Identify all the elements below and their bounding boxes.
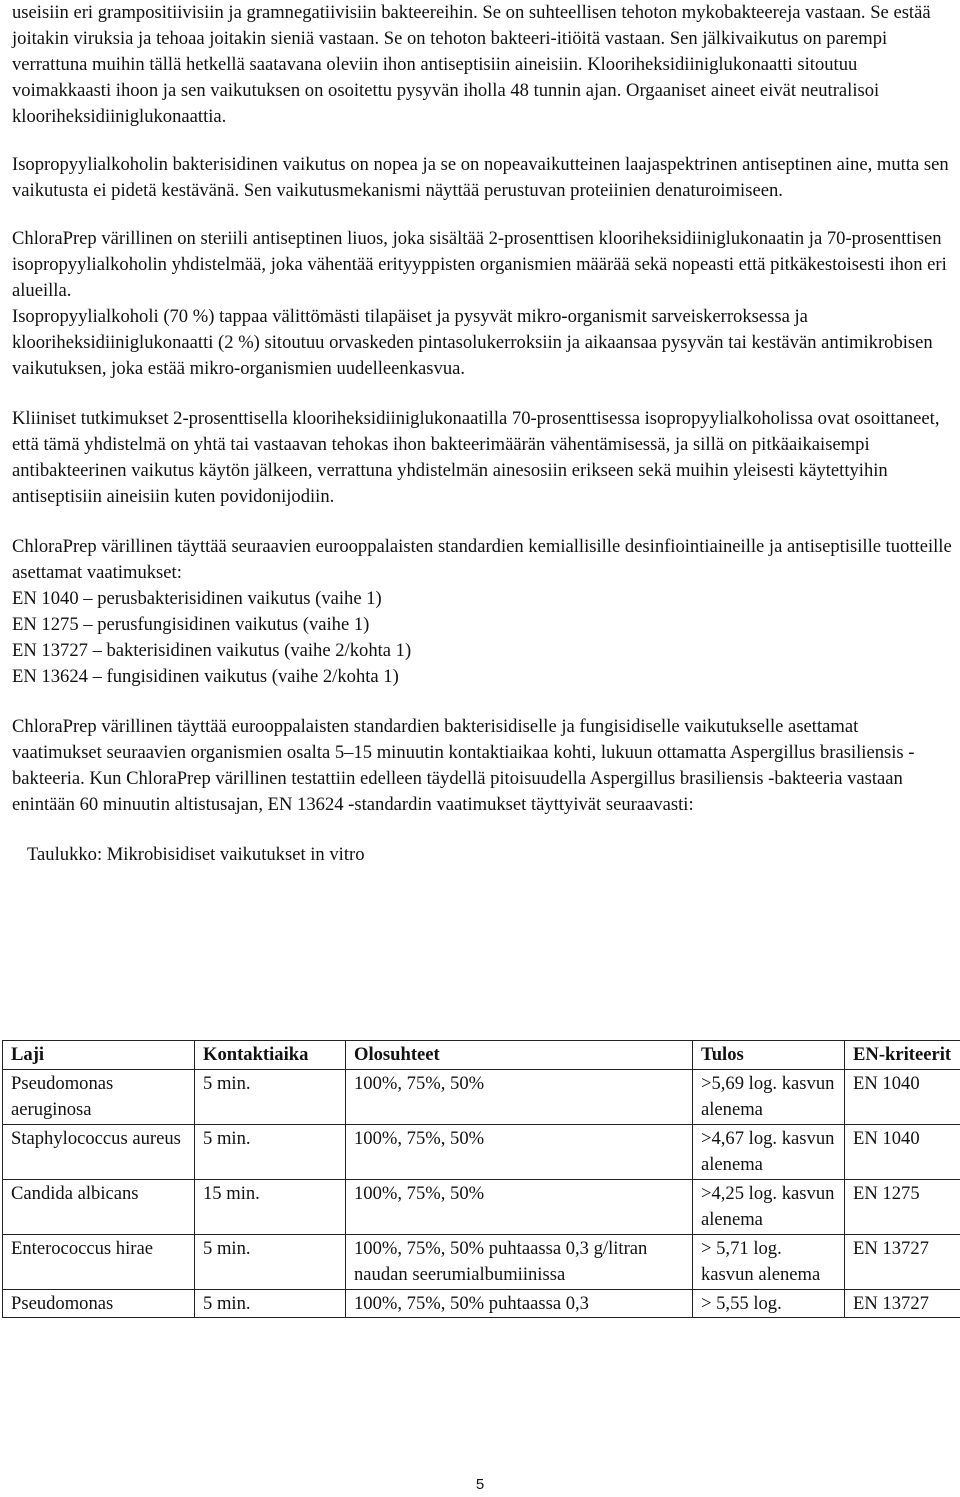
cell-species: Staphylococcus aureus — [3, 1125, 195, 1180]
table-row — [3, 1070, 960, 1125]
document-page — [12, 0, 952, 868]
header-conditions: Olosuhteet — [346, 1041, 693, 1070]
paragraph-chlorhexidine-spectrum: useisiin eri grampositiivisiin ja gramnegatiivisiin bakteereihin. Se on suhteellisen tehoton mykobakteereja vastaan. Se estää joitakin viruksia ja tehoaa joitakin sieniä vastaan. Se on tehoton bakteeri-itiöitä vastaan. Sen jälkivaikutus on parempi verrattuna muihin tällä hetkellä saatavana oleviin ihon antiseptisiin aineisiin. Klooriheksidiiniglukonaatti sitoutuu voimakkaasti ihoon ja sen vaikutuksen on osoitettu pysyvän iholla 48 tunnin ajan. Orgaaniset aineet eivät neutralisoi klooriheksidiiniglukonaattia. — [12, 2, 931, 127]
paragraph-standards-intro: ChloraPrep värillinen täyttää seuraavien eurooppalaisten standardien kemiallisille desinfiointiaineille ja antiseptisille tuotteille asettamat vaatimukset: — [12, 536, 952, 583]
table-header-row — [3, 1041, 960, 1070]
cell-contact-time: 5 min. — [195, 1235, 346, 1290]
header-contact-time: Kontaktiaika — [195, 1041, 346, 1070]
standard-item: EN 1040 – perusbakterisidinen vaikutus (vaihe 1) — [12, 588, 382, 609]
cell-result: >4,67 log. kasvun alenema — [693, 1125, 845, 1180]
cell-conditions: 100%, 75%, 50% — [346, 1125, 693, 1180]
cell-result: > 5,55 log. — [693, 1290, 845, 1318]
cell-conditions: 100%, 75%, 50% puhtaassa 0,3 g/litran naudan seerumialbumiinissa — [346, 1235, 693, 1290]
cell-en-criteria: EN 13727 — [845, 1235, 960, 1290]
paragraph-requirements: ChloraPrep värillinen täyttää eurooppalaisten standardien bakterisidiselle ja fungisidiselle vaikutukselle asettamat vaatimukset seuraavien organismien osalta 5–15 minuutin kontaktiaikaa kohti, lukuun ottamatta Aspergillus brasiliensis -bakteeria. Kun ChloraPrep värillinen testattiin edelleen täydellä pitoisuudella Aspergillus brasiliensis -bakteeria vastaan enintään 60 minuutin altistusajan, EN 13624 -standardin vaatimukset täyttyivät seuraavasti: — [12, 716, 915, 815]
cell-contact-time: 5 min. — [195, 1290, 346, 1318]
header-en-criteria: EN-kriteerit — [845, 1041, 960, 1070]
standards-list — [12, 586, 952, 690]
cell-species: Pseudomonas — [3, 1290, 195, 1318]
cell-contact-time: 5 min. — [195, 1070, 346, 1125]
cell-en-criteria: EN 1040 — [845, 1125, 960, 1180]
paragraph-clinical-studies: Kliiniset tutkimukset 2-prosenttisella klooriheksidiiniglukonaatilla 70-prosenttisessa isopropyylialkoholissa ovat osoittaneet, että tämä yhdistelmä on yhtä tai vastaavan tehokas ihon bakteerimäärän vähentämisessä, ja sillä on pitkäaikaisempi antibakteerinen vaikutus käytön jälkeen, verrattuna yhdistelmän ainesosiin erikseen sekä muihin yleisesti käytettyihin antiseptisiin aineisiin kuten povidonijodiin. — [12, 408, 940, 507]
cell-conditions: 100%, 75%, 50% puhtaassa 0,3 — [346, 1290, 693, 1318]
table-row — [3, 1180, 960, 1235]
standard-item: EN 1275 – perusfungisidinen vaikutus (vaihe 1) — [12, 614, 370, 635]
standard-item: EN 13624 – fungisidinen vaikutus (vaihe 2/kohta 1) — [12, 666, 399, 687]
standard-item: EN 13727 – bakterisidinen vaikutus (vaihe 2/kohta 1) — [12, 640, 412, 661]
cell-conditions: 100%, 75%, 50% — [346, 1180, 693, 1235]
cell-species: Candida albicans — [3, 1180, 195, 1235]
header-species: Laji — [3, 1041, 195, 1070]
cell-result: >4,25 log. kasvun alenema — [693, 1180, 845, 1235]
table-row — [3, 1290, 960, 1318]
cell-en-criteria: EN 1275 — [845, 1180, 960, 1235]
cell-result: > 5,71 log. kasvun alenema — [693, 1235, 845, 1290]
cell-en-criteria: EN 1040 — [845, 1070, 960, 1125]
cell-species: Pseudomonas aeruginosa — [3, 1070, 195, 1125]
table-row — [3, 1235, 960, 1290]
table-row — [3, 1125, 960, 1180]
table-caption: Taulukko: Mikrobisidiset vaikutukset in vitro — [27, 844, 365, 865]
cell-en-criteria: EN 13727 — [845, 1290, 960, 1318]
paragraph-isopropyl-alcohol: Isopropyylialkoholin bakterisidinen vaikutus on nopea ja se on nopeavaikutteinen laajaspektrinen antiseptinen aine, mutta sen vaikutusta ei pidetä kestävänä. Sen vaikutusmekanismi näyttää perustuvan proteiinien denaturoimiseen. — [12, 154, 949, 201]
cell-conditions: 100%, 75%, 50% — [346, 1070, 693, 1125]
cell-species: Enterococcus hirae — [3, 1235, 195, 1290]
cell-result: >5,69 log. kasvun alenema — [693, 1070, 845, 1125]
cell-contact-time: 15 min. — [195, 1180, 346, 1235]
microbicidal-effects-table — [2, 1040, 960, 1318]
paragraph-mechanism: Isopropyylialkoholi (70 %) tappaa välittömästi tilapäiset ja pysyvät mikro-organismit sarveiskerroksessa ja klooriheksidiiniglukonaatti (2 %) sitoutuu orvaskeden pintasolukerroksiin ja aikaansaa pysyvän tai kestävän antimikrobisen vaikutuksen, joka estää mikro-organismien uudelleenkasvua. — [12, 306, 933, 379]
cell-contact-time: 5 min. — [195, 1125, 346, 1180]
page-number: 5 — [475, 1476, 485, 1493]
header-result: Tulos — [693, 1041, 845, 1070]
paragraph-chloraprep-description: ChloraPrep värillinen on steriili antiseptinen liuos, joka sisältää 2-prosenttisen klooriheksidiiniglukonaatin ja 70-prosenttisen isopropyylialkoholin yhdistelmää, joka vähentää erityyppisten organismien määrää sekä nopeasti että pitkäkestoisesti ihon eri alueilla. — [12, 228, 947, 301]
